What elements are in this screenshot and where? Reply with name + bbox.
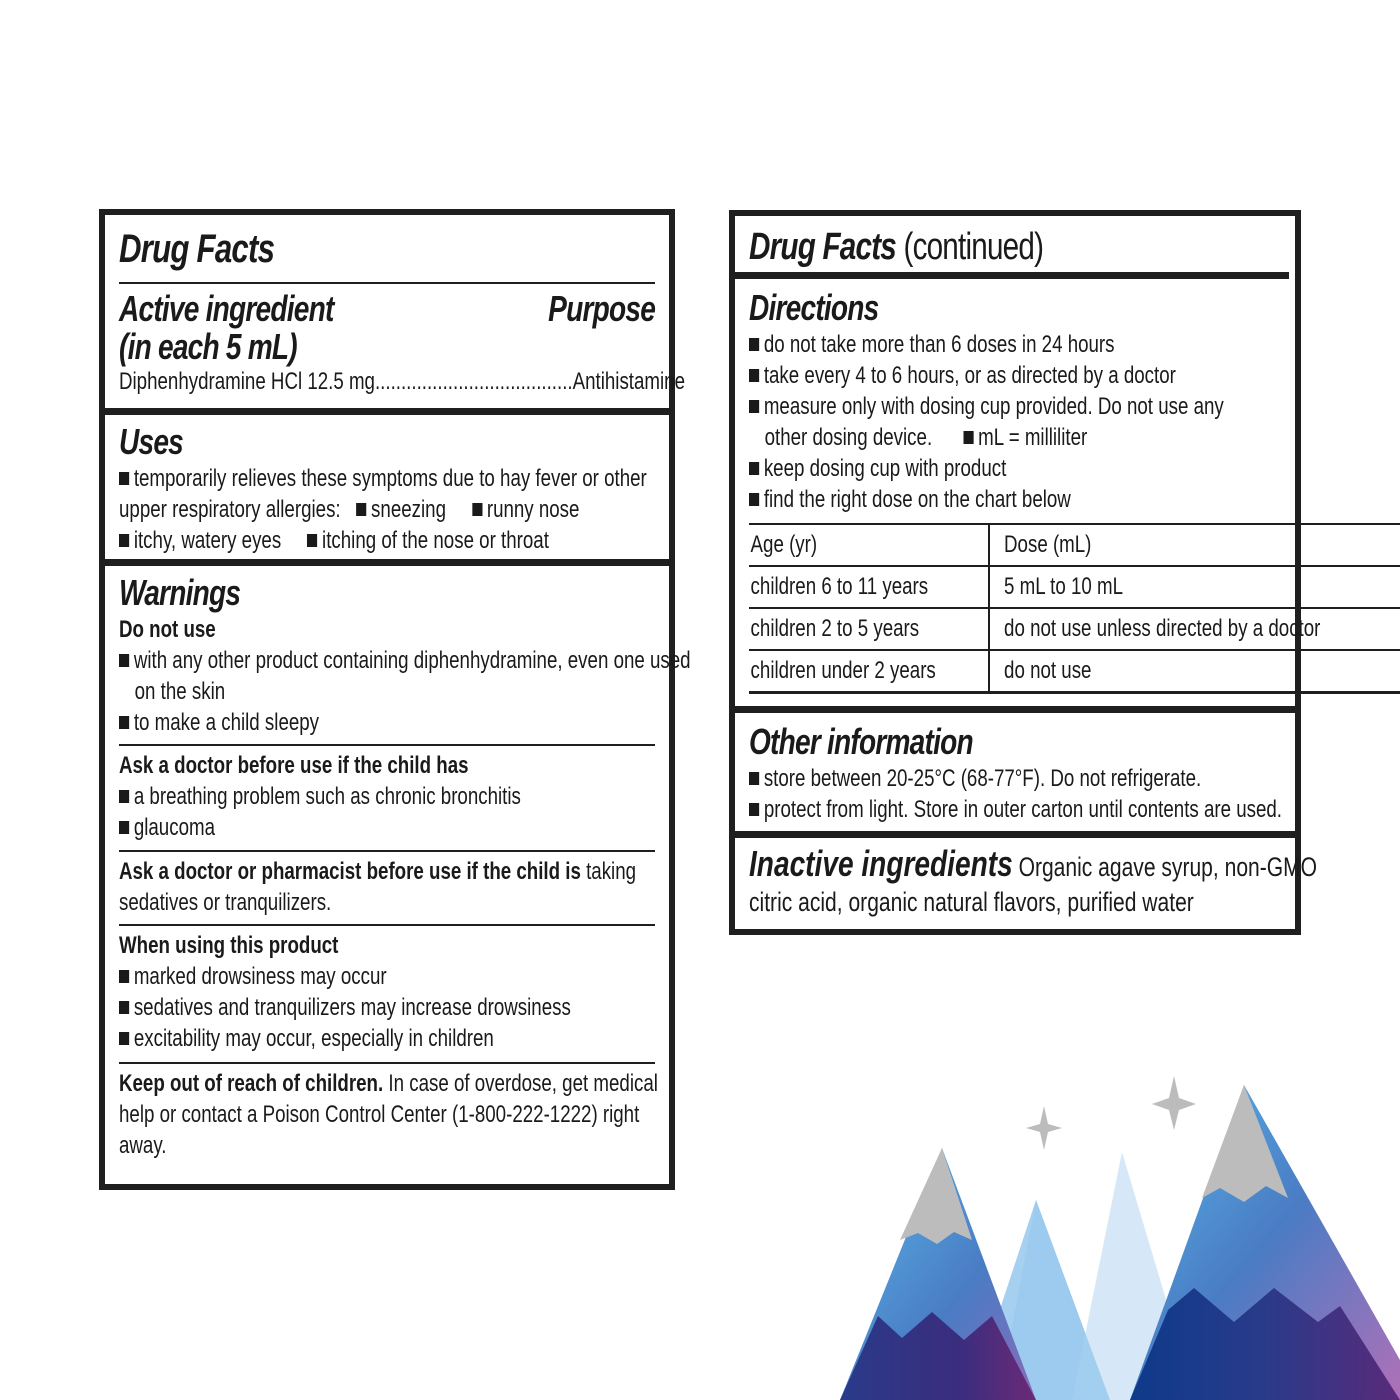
drug-facts-panel (99, 209, 691, 1190)
table-cell: 5 mL to 10 mL (1004, 573, 1124, 600)
bullet-icon (749, 369, 759, 382)
use-item: sneezing (371, 496, 447, 523)
inactive-ingredients-section (735, 838, 1318, 919)
warnings-heading: Warnings (119, 572, 241, 613)
table-header: Dose (mL) (1004, 531, 1092, 558)
bullet-icon (119, 654, 129, 667)
star-icon (1026, 1106, 1062, 1150)
warning-item: glaucoma (133, 814, 215, 841)
warnings-section (105, 566, 691, 738)
ask-doctor-heading: Ask a doctor before use if the child has (119, 752, 469, 779)
dose-table (749, 523, 1400, 694)
bullet-icon (749, 803, 759, 816)
active-ingredient-section (105, 284, 685, 408)
inactive-ingredients-heading: Inactive ingredients (749, 843, 1013, 884)
bullet-icon (119, 1032, 129, 1045)
drug-facts-continued-title: Drug Facts (749, 226, 897, 268)
inactive-text: citric acid, organic natural flavors, purified water (749, 887, 1194, 917)
table-row (749, 566, 1400, 608)
ask-pharmacist-heading: Ask a doctor or pharmacist before use if the child is (119, 858, 581, 885)
table-row (749, 650, 1400, 693)
keep-out-section (105, 1064, 669, 1161)
uses-section (105, 415, 669, 559)
warning-text: taking (580, 858, 637, 885)
other-information-heading: Other information (749, 721, 973, 762)
table-cell: do not use unless directed by a doctor (1004, 615, 1321, 642)
warning-text: sedatives or tranquilizers. (119, 889, 332, 916)
bullet-icon (472, 503, 482, 516)
mountain-illustration (840, 1070, 1400, 1400)
info-item: protect from light. Store in outer carton until contents are used. (763, 796, 1283, 823)
when-using-section (105, 926, 669, 1062)
active-ingredient-subheading: (in each 5 mL) (119, 326, 297, 367)
table-header: Age (yr) (750, 531, 818, 558)
directions-heading: Directions (749, 287, 879, 328)
bullet-icon (119, 1001, 129, 1014)
warning-item: sedatives and tranquilizers may increase drowsiness (133, 994, 571, 1021)
use-item: itchy, watery eyes (133, 527, 282, 554)
direction-item: keep dosing cup with product (763, 455, 1007, 482)
purpose-heading: Purpose (548, 288, 655, 329)
warning-item: marked drowsiness may occur (133, 963, 387, 990)
table-cell: children under 2 years (750, 657, 936, 684)
bullet-icon (119, 472, 129, 485)
warning-item: to make a child sleepy (133, 709, 320, 736)
bullet-icon (749, 772, 759, 785)
bullet-icon (749, 462, 759, 475)
ask-doctor-section (105, 746, 669, 850)
bullet-icon (749, 338, 759, 351)
table-header-row (749, 524, 1400, 566)
warning-item: with any other product containing diphenhydramine, even one used (133, 647, 691, 674)
bullet-icon (119, 534, 129, 547)
dot-leader: ...................................... (374, 368, 573, 395)
warning-item: on the skin (134, 678, 226, 705)
inactive-text: Organic agave syrup, non-GMO (1012, 852, 1318, 882)
uses-text: upper respiratory allergies: (119, 496, 341, 523)
star-icon (1152, 1076, 1196, 1130)
direction-item: other dosing device. (764, 424, 933, 451)
table-cell: do not use (1004, 657, 1092, 684)
bullet-icon (119, 821, 129, 834)
warning-text: help or contact a Poison Control Center (1-800-222-1222) right (119, 1101, 640, 1128)
active-ingredient-heading: Active ingredient (119, 288, 334, 329)
bullet-icon (356, 503, 366, 516)
keep-out-heading: Keep out of reach of children. (119, 1070, 384, 1097)
info-item: store between 20-25°C (68-77°F). Do not refrigerate. (763, 765, 1202, 792)
table-row (749, 608, 1400, 650)
bullet-icon (749, 493, 759, 506)
continued-label: (continued) (896, 226, 1044, 268)
warning-item: excitability may occur, especially in children (133, 1025, 494, 1052)
snowcap-shape (900, 1148, 972, 1244)
direction-item: take every 4 to 6 hours, or as directed by a doctor (763, 362, 1176, 389)
other-information-section (735, 713, 1295, 831)
directions-section (735, 279, 1321, 694)
direction-item: measure only with dosing cup provided. Do not use any (763, 393, 1224, 420)
direction-item: find the right dose on the chart below (763, 486, 1071, 513)
bullet-icon (119, 970, 129, 983)
ask-pharmacist-section (105, 852, 669, 924)
bullet-icon (119, 790, 129, 803)
when-using-heading: When using this product (119, 932, 339, 959)
warning-text: In case of overdose, get medical (383, 1070, 658, 1097)
drug-facts-title: Drug Facts (119, 227, 275, 271)
use-item: runny nose (486, 496, 580, 523)
direction-item: do not take more than 6 doses in 24 hours (763, 331, 1115, 358)
ingredient-purpose: Antihistamine (572, 368, 685, 395)
table-cell: children 2 to 5 years (750, 615, 920, 642)
warning-text: away. (119, 1132, 167, 1159)
bullet-icon (119, 716, 129, 729)
bullet-icon (963, 431, 973, 444)
do-not-use-heading: Do not use (119, 616, 216, 643)
use-item: itching of the nose or throat (322, 527, 549, 554)
uses-text: temporarily relieves these symptoms due to hay fever or other (133, 465, 647, 492)
ingredient-name: Diphenhydramine HCl 12.5 mg (119, 368, 375, 395)
table-cell: children 6 to 11 years (750, 573, 929, 600)
bullet-icon (307, 534, 317, 547)
drug-facts-continued-panel (729, 210, 1321, 935)
bullet-icon (749, 400, 759, 413)
warning-item: a breathing problem such as chronic bronchitis (133, 783, 521, 810)
uses-heading: Uses (119, 421, 184, 462)
direction-item: mL = milliliter (978, 424, 1088, 451)
